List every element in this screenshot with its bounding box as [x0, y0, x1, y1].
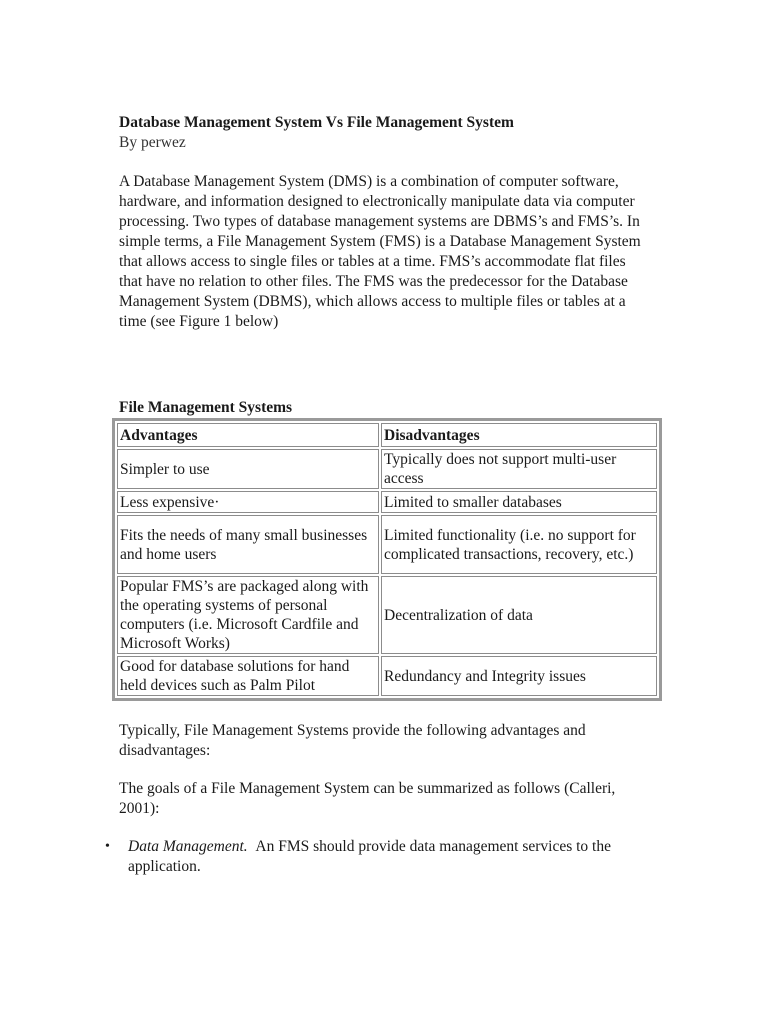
fms-table-frame	[112, 418, 662, 701]
table-row	[117, 515, 657, 574]
disadvantage-cell: Redundancy and Integrity issues	[381, 656, 657, 696]
fms-comparison-table	[115, 421, 659, 698]
intro-paragraph: A Database Management System (DMS) is a combination of computer software, hardware, and information designed to electronically manipulate data via computer processing. Two types of database management systems are DBMS’s and FMS’s. In simple terms, a File Management System (FMS) is a Database Management System that allows access to single files or tables at a time. FMS’s accommodate flat files that have no relation to other files. The FMS was the predecessor for the Database Management System (DBMS), which allows access to multiple files or tables at a time (see Figure 1 below)	[119, 173, 641, 330]
header-disadvantages: Disadvantages	[381, 423, 657, 447]
bullet-term: Data Management.	[128, 838, 248, 855]
goals-list	[105, 837, 659, 877]
table-row	[117, 576, 657, 654]
table-row	[117, 491, 657, 513]
post-table-content	[105, 721, 659, 877]
table-header-row	[117, 423, 657, 447]
advantage-cell: Fits the needs of many small businesses and home users	[117, 515, 379, 574]
disadvantage-cell: Typically does not support multi-user access	[381, 449, 657, 489]
table-heading: File Management Systems	[119, 399, 293, 416]
bullet-text: An FMS should provide data management services to the application.	[128, 838, 611, 875]
advantage-cell: Simpler to use	[117, 449, 379, 489]
table-heading-block	[119, 398, 659, 418]
advantages-intro-paragraph: Typically, File Management Systems provide the following advantages and disadvantages:	[119, 722, 586, 759]
table-row	[117, 449, 657, 489]
bullet-icon: •	[105, 839, 110, 854]
disadvantage-cell: Limited to smaller databases	[381, 491, 657, 513]
article-title: Database Management System Vs File Management System	[119, 114, 514, 131]
advantage-cell: Popular FMS’s are packaged along with the operating systems of personal computers (i.e. Microsoft Cardfile and Microsoft Works)	[117, 576, 379, 654]
article-byline: By perwez	[119, 134, 186, 151]
header-advantages: Advantages	[117, 423, 379, 447]
disadvantage-cell: Decentralization of data	[381, 576, 657, 654]
article-body	[119, 113, 659, 332]
advantage-cell: Less expensive·	[117, 491, 379, 513]
goals-paragraph: The goals of a File Management System can be summarized as follows (Calleri, 2001):	[119, 780, 616, 817]
advantage-cell: Good for database solutions for hand held devices such as Palm Pilot	[117, 656, 379, 696]
disadvantage-cell: Limited functionality (i.e. no support for complicated transactions, recovery, etc.)	[381, 515, 657, 574]
list-item	[105, 837, 659, 877]
table-row	[117, 656, 657, 696]
